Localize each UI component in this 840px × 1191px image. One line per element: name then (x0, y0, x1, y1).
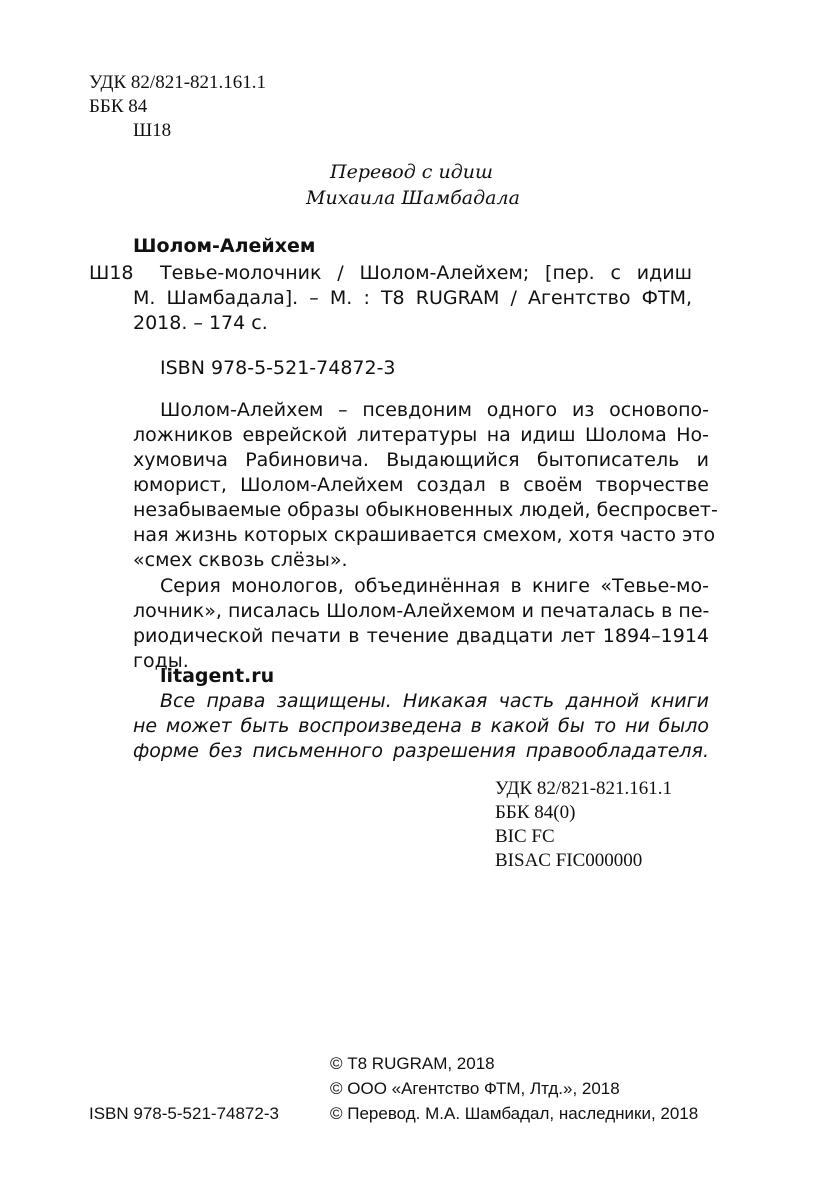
translation-line-1: Перевод с идиш (330, 161, 493, 183)
record-line-3: 2018. – 174 с. (133, 312, 268, 334)
annotation-p2-line-3: риодической печати в течение двадцати лет 1894–1914 (133, 625, 709, 647)
translation-line-2: Михаила Шамбадала (306, 187, 520, 209)
rights-line-3: форме без письменного разрешения правообладателя. (133, 740, 709, 762)
annotation-p1-line-7: «смех сквозь слёзы». (133, 549, 348, 571)
classification-bic: BIC FC (495, 826, 555, 847)
classification-bbk: ББК 84(0) (495, 802, 576, 823)
record-code: Ш18 (89, 262, 134, 284)
header-code: Ш18 (133, 120, 172, 141)
annotation-p1-line-5: незабываемые образы обыкновенных людей, беспросвет- (133, 499, 718, 521)
annotation-p1-line-6: ная жизнь которых скрашивается смехом, хотя часто это (133, 524, 716, 546)
footer-isbn: ISBN 978-5-521-74872-3 (89, 1104, 279, 1123)
record-line-1: Тевье-молочник / Шолом-Алейхем; [пер. с идиш (160, 262, 692, 284)
copyright-line-2: © ООО «Агентство ФТМ, Лтд.», 2018 (330, 1079, 620, 1098)
annotation-p2-line-2: лочник», писалась Шолом-Алейхемом и печаталась в пе- (133, 600, 710, 622)
record-isbn: ISBN 978-5-521-74872-3 (160, 357, 396, 379)
annotation-p2-line-4: годы. (133, 650, 189, 672)
classification-udk: УДК 82/821-821.161.1 (495, 778, 673, 799)
record-line-2: М. Шамбадала]. – М. : Т8 RUGRAM / Агентство ФТМ, (133, 287, 692, 309)
annotation-p1-line-3: хумовича Рабиновича. Выдающийся бытописатель и (133, 449, 709, 471)
annotation-p1-line-1: Шолом-Алейхем – псевдоним одного из основопо- (160, 399, 709, 421)
annotation-p1-line-2: ложников еврейской литературы на идиш Шолома Но- (133, 424, 709, 446)
rights-line-2: не может быть воспроизведена в какой бы то ни было (133, 715, 709, 737)
copyright-line-3: © Перевод. М.А. Шамбадал, наследники, 2018 (330, 1104, 699, 1123)
header-udk: УДК 82/821-821.161.1 (89, 72, 267, 93)
rights-site: litagent.ru (160, 665, 275, 687)
header-bbk: ББК 84 (89, 96, 148, 117)
classification-bisac: BISAC FIC000000 (495, 850, 643, 871)
annotation-p1-line-4: юморист, Шолом-Алейхем создал в своём творчестве (133, 474, 709, 496)
annotation-p2-line-1: Серия монологов, объединённая в книге «Тевье-мо- (160, 575, 709, 597)
record-author: Шолом-Алейхем (133, 235, 316, 257)
rights-line-1: Все права защищены. Никакая часть данной книги (160, 690, 709, 712)
copyright-line-1: © Т8 RUGRAM, 2018 (330, 1054, 495, 1073)
